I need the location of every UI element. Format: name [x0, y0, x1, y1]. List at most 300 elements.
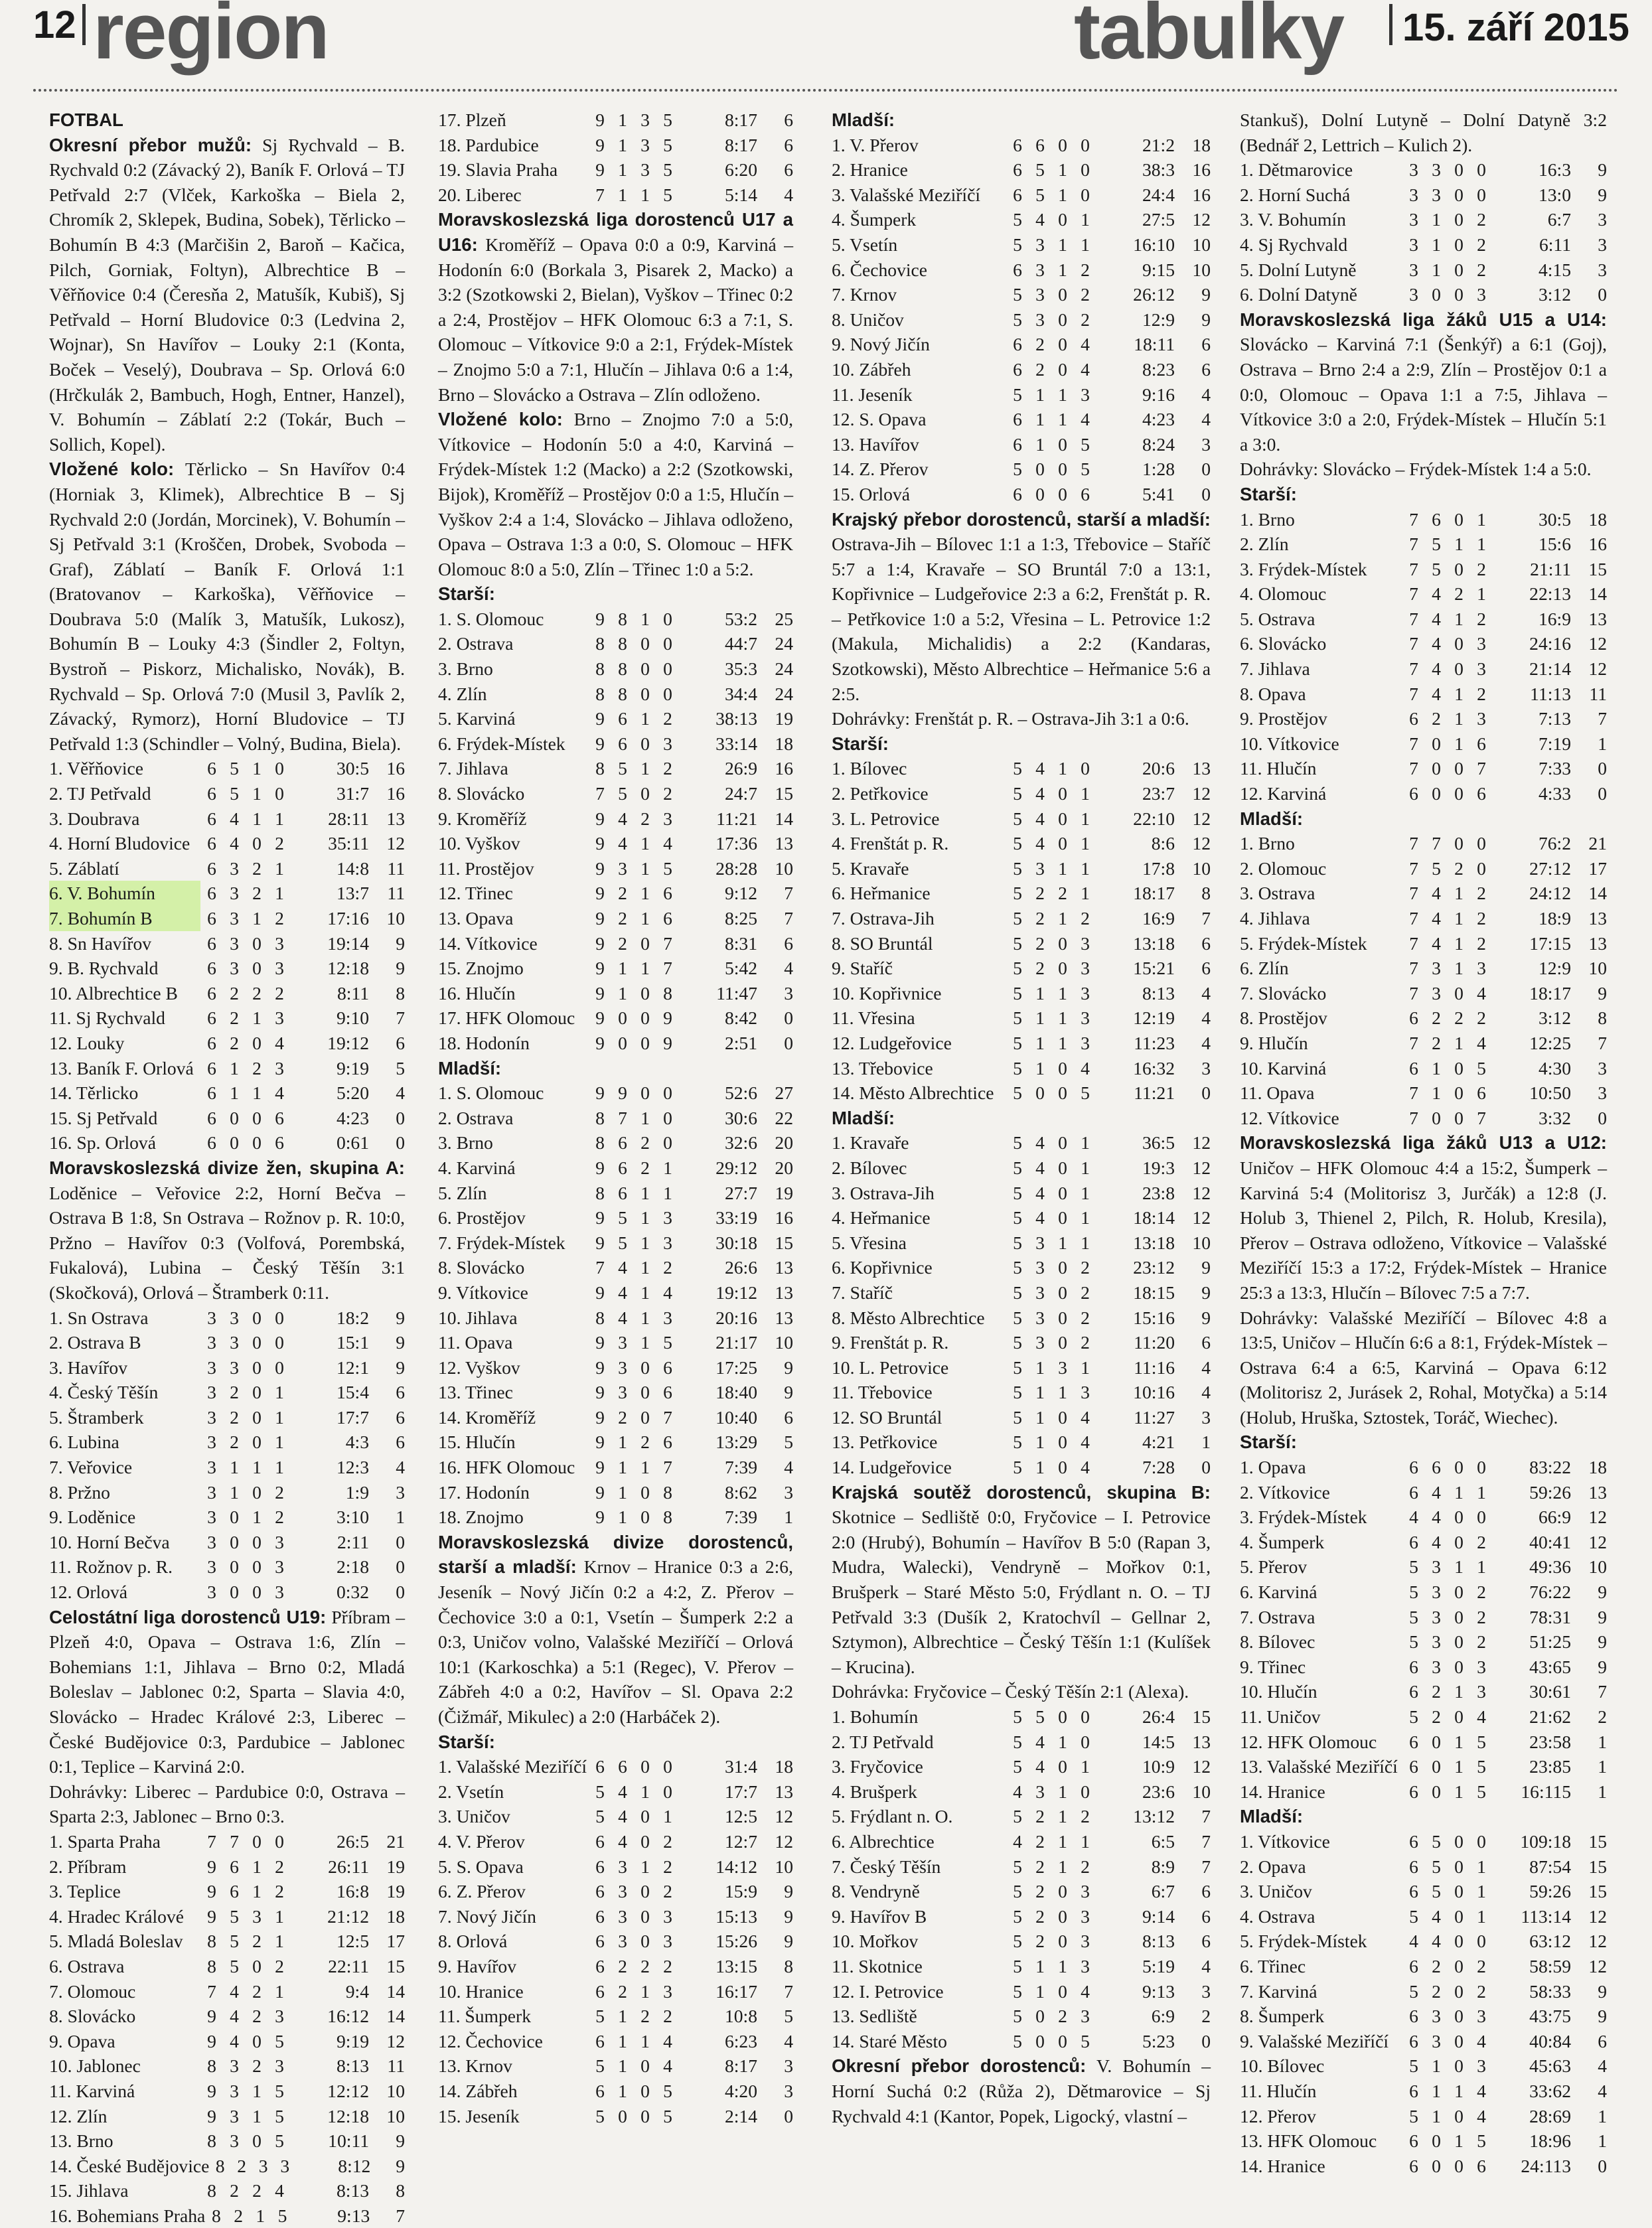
team-name: 1. Valašské Meziříčí: [438, 1756, 587, 1777]
draws: 1: [640, 1232, 650, 1253]
table-row: [1240, 656, 1607, 682]
points: 1: [396, 1507, 405, 1528]
games-played: 5: [1013, 384, 1022, 405]
losses: 0: [1477, 159, 1486, 181]
losses: 0: [663, 1082, 672, 1104]
results-text: Uničov – HFK Olomouc 4:4 a 15:2, Šumperk – Karviná 5:4 (Molitorisz 3, Jurčák) a 12:8 (J. Holub 3, Thienel 2, Pilch, R. Holub, Kresila), Přerov – Ostrava odloženo, Vítkovice – Valašské Meziříčí 15:3 a 17:2, Frýdek-Místek – Hranice 25:3 a 13:3, Hlučín – Bílovec 7:5 a 7:7.: [1240, 1157, 1607, 1303]
score: 10:40: [715, 1406, 757, 1428]
team-name: 2. Opava: [1240, 1856, 1306, 1877]
losses: 3: [275, 2006, 284, 2027]
wins: 1: [1035, 1432, 1045, 1453]
team-name: 12. Přerov: [1240, 2105, 1316, 2126]
wins: 2: [1035, 1905, 1045, 1927]
table-row: [438, 157, 793, 183]
draws: 0: [1058, 209, 1067, 230]
points: 7: [1201, 1806, 1211, 1827]
games-played: 9: [595, 1082, 605, 1104]
points: 15: [1588, 1856, 1607, 1877]
losses: 3: [663, 1232, 672, 1253]
score: 15:21: [1133, 958, 1175, 979]
draws: 0: [252, 1556, 262, 1578]
wins: 4: [1035, 1731, 1045, 1752]
score: 6:20: [724, 159, 757, 181]
draws: 0: [1454, 1905, 1464, 1927]
draws: 1: [1454, 908, 1464, 928]
points: 6: [784, 110, 793, 130]
table-row: [1240, 1629, 1607, 1655]
table-row: [832, 157, 1211, 183]
points: 16: [386, 758, 405, 779]
wins: 7: [230, 1830, 239, 1852]
points: 13: [775, 1282, 793, 1303]
wins: 4: [230, 2030, 239, 2051]
team-name: 6. Z. Přerov: [438, 1881, 526, 1902]
score: 3:12: [1538, 284, 1571, 305]
score: 40:84: [1529, 2030, 1571, 2051]
games-played: 5: [1013, 234, 1022, 255]
draws: 0: [252, 1432, 262, 1453]
losses: 2: [275, 908, 284, 928]
table-row: [49, 1904, 405, 1929]
wins: 0: [1432, 1107, 1441, 1128]
score: 2:51: [724, 1032, 757, 1053]
team-name: 7. Ostrava-Jih: [832, 908, 935, 928]
wins: 3: [1432, 958, 1441, 979]
table-row: [832, 2029, 1211, 2054]
wins: 1: [1432, 1057, 1441, 1078]
table-row: [1240, 631, 1607, 656]
games-played: 3: [1409, 209, 1418, 230]
points: 3: [1201, 1057, 1211, 1078]
wins: 5: [1035, 184, 1045, 205]
draws: 1: [1454, 708, 1464, 729]
wins: 4: [618, 808, 627, 829]
results-text: Dohrávky: Slovácko – Frýdek-Místek 1:4 a 5:0.: [1240, 459, 1592, 480]
wins: 6: [230, 1856, 239, 1877]
losses: 2: [275, 1481, 284, 1503]
draws: 0: [252, 1406, 262, 1428]
games-played: 9: [595, 1507, 605, 1528]
points: 6: [784, 159, 793, 181]
points: 7: [1598, 708, 1607, 729]
wins: 4: [1432, 633, 1441, 654]
wins: 4: [1432, 1481, 1441, 1503]
wins: 3: [1035, 259, 1045, 280]
draws: 3: [1058, 1357, 1067, 1378]
column-4: [1240, 108, 1607, 2178]
table-row: [1240, 2104, 1607, 2129]
score: 9:13: [1142, 1980, 1175, 2002]
games-played: 6: [1409, 2080, 1418, 2101]
draws: 0: [252, 1955, 262, 1976]
team-name: 6. Prostějov: [438, 1207, 526, 1228]
games-played: 3: [207, 1582, 216, 1603]
table-row: [832, 1405, 1211, 1430]
table-row: [832, 1929, 1211, 1954]
losses: 2: [275, 833, 284, 854]
team-name: 7. Jihlava: [1240, 658, 1310, 680]
wins: 1: [230, 1457, 239, 1478]
points: 12: [1588, 1931, 1607, 1952]
games-played: 9: [595, 808, 605, 829]
losses: 6: [1081, 483, 1090, 504]
games-played: 3: [207, 1531, 216, 1552]
draws: 1: [252, 783, 262, 804]
draws: 1: [1454, 2080, 1464, 2101]
losses: 2: [1081, 1856, 1090, 1877]
draws: 0: [252, 2030, 262, 2051]
games-played: 6: [207, 1032, 216, 1053]
table-row: [1240, 706, 1607, 731]
losses: 1: [1081, 1207, 1090, 1228]
table-row: [832, 258, 1211, 283]
score: 16:32: [1133, 1057, 1175, 1078]
points: 24: [775, 633, 793, 654]
score: 12:18: [327, 958, 369, 979]
losses: 1: [1081, 808, 1090, 829]
score: 11:23: [1134, 1032, 1175, 1053]
score: 6:11: [1539, 234, 1571, 255]
score: 13:7: [336, 883, 369, 904]
games-played: 6: [1013, 409, 1022, 430]
table-row: [1240, 1505, 1607, 1530]
table-row: [438, 183, 793, 208]
team-name: 10. L. Petrovice: [832, 1357, 949, 1378]
page-header: [0, 0, 1652, 100]
points: 0: [1598, 758, 1607, 779]
team-name: 7. Staříč: [832, 1282, 893, 1303]
team-name: 2. Bílovec: [832, 1157, 907, 1178]
draws: 3: [252, 1905, 262, 1927]
games-played: 8: [595, 633, 605, 654]
points: 7: [1201, 1830, 1211, 1852]
table-row: [832, 1904, 1211, 1929]
table-row: [1240, 906, 1607, 931]
table-row: [49, 1130, 405, 1155]
score: 12:9: [1142, 309, 1175, 330]
wins: 0: [1035, 2006, 1045, 2027]
draws: 0: [252, 1382, 262, 1403]
games-played: 7: [1409, 633, 1418, 654]
wins: 0: [230, 1556, 239, 1578]
losses: 3: [663, 1931, 672, 1952]
score: 21:62: [1529, 1706, 1571, 1727]
draws: 1: [1058, 758, 1067, 779]
team-name: 14. Z. Přerov: [832, 459, 929, 480]
results-text: Kroměříž – Opava 0:0 a 0:9, Karviná – Hodonín 6:0 (Borkala 3, Pisarek 2, Macko) a 3:2 (Szotkowski 2, Bielan), Vyškov – Třinec 0:2 a 2:4, Prostějov – HFK Olomouc 6:3 a 7:1, S. Olomouc – Vítkovice 9:0 a 2:1, Frýdek-Místek – Znojmo 5:0 a 7:1, Hlučín – Jihlava 0:6 a 1:4, Brno – Slovácko a Ostrava – Zlín odloženo.: [438, 234, 793, 405]
team-name: 10. Zábřeh: [832, 358, 911, 380]
score: 18:2: [336, 1307, 369, 1328]
losses: 3: [1477, 958, 1486, 979]
draws: 0: [1454, 1830, 1464, 1852]
team-name: 3. Doubrava: [49, 808, 140, 829]
team-name: 12. I. Petrovice: [832, 1980, 944, 2002]
wins: 6: [618, 1756, 627, 1777]
losses: 9: [663, 1032, 672, 1053]
table-row: [49, 1405, 405, 1430]
competition-heading: Okresní přebor dorostenců:: [832, 2055, 1087, 2077]
score: 5:41: [1142, 483, 1175, 504]
losses: 3: [275, 1556, 284, 1578]
column-1: [49, 108, 405, 2228]
games-played: 8: [595, 1132, 605, 1153]
games-played: 6: [1409, 2030, 1418, 2051]
column-2: [438, 108, 793, 2128]
team-name: 8. Vendryně: [832, 1881, 920, 1902]
table-row: [49, 1929, 405, 1954]
losses: 3: [1081, 1007, 1090, 1029]
league-table: [49, 1829, 405, 2228]
draws: 1: [1058, 184, 1067, 205]
points: 3: [784, 2055, 793, 2077]
draws: 1: [1058, 1032, 1067, 1053]
table-row: [1240, 1954, 1607, 1979]
score: 18:11: [1134, 334, 1175, 355]
score: 36:5: [1142, 1132, 1175, 1153]
games-played: 6: [1409, 1681, 1418, 1702]
score: 2:11: [337, 1531, 369, 1552]
score: 10:16: [1133, 1382, 1175, 1403]
score: 24:16: [1529, 633, 1571, 654]
draws: 0: [1058, 1905, 1067, 1927]
score: 13:12: [1133, 1806, 1175, 1827]
score: 11:21: [716, 808, 757, 829]
draws: 1: [1454, 608, 1464, 629]
page-number: 12: [33, 3, 76, 46]
draws: 1: [1058, 1806, 1067, 1827]
score: 59:26: [1529, 1881, 1571, 1902]
wins: 5: [618, 783, 627, 804]
games-played: 5: [1013, 1282, 1022, 1303]
games-played: 6: [207, 958, 216, 979]
team-name: 14. České Budějovice: [49, 2155, 210, 2176]
score: 19:14: [327, 932, 369, 954]
table-row: [832, 1031, 1211, 1056]
team-name: 14. Staré Město: [832, 2030, 947, 2051]
wins: 3: [618, 1357, 627, 1378]
team-name: 14. Město Albrechtice: [832, 1082, 994, 1104]
league-table: [438, 1754, 793, 2128]
score: 76:2: [1538, 833, 1571, 854]
wins: 6: [618, 1132, 627, 1153]
wins: 3: [618, 1931, 627, 1952]
results-text: Skotnice – Sedliště 0:0, Fryčovice – I. Petrovice 2:0 (Hrubý), Bohumín – Havířov B 5:0 (Rapan 3, Mudra, Walecki), Vendryně – Mořkov 0:1, Brušperk – Staré Město 5:0, Frýdlant n. O. – TJ Petřvald 3:3 (Dušík 2, Kratochvíl – Gellnar 2, Sztymon), Albrechtice – Český Těšín 1:1 (Kulíšek – Krucina).: [832, 1507, 1211, 1677]
table-row: [1240, 856, 1607, 881]
games-played: 7: [1409, 982, 1418, 1003]
table-row: [1240, 1554, 1607, 1580]
wins: 4: [1035, 833, 1045, 854]
wins: 3: [1035, 1232, 1045, 1253]
team-name: 5. Záblatí: [49, 857, 119, 879]
wins: 4: [1432, 583, 1441, 605]
games-played: 7: [1409, 857, 1418, 879]
wins: 4: [230, 2006, 239, 2027]
games-played: 7: [1409, 883, 1418, 904]
wins: 2: [1432, 1706, 1441, 1727]
losses: 3: [1477, 708, 1486, 729]
points: 15: [1588, 1830, 1607, 1852]
table-row: [49, 2029, 405, 2054]
team-name: 4. Brušperk: [832, 1781, 917, 1802]
table-row: [438, 1430, 793, 1455]
games-played: 9: [595, 733, 605, 754]
score: 51:25: [1529, 1631, 1571, 1653]
team-name: 6. Zlín: [1240, 958, 1289, 979]
points: 19: [775, 1182, 793, 1203]
losses: 8: [663, 1507, 672, 1528]
points: 9: [784, 1905, 793, 1927]
draws: 2: [640, 808, 650, 829]
league-table: [1240, 1829, 1607, 2178]
draws: 1: [1454, 1032, 1464, 1053]
losses: 2: [1477, 1582, 1486, 1603]
draws: 0: [1058, 1257, 1067, 1278]
draws: 0: [640, 2055, 650, 2077]
score: 17:7: [724, 1781, 757, 1802]
losses: 1: [663, 1182, 672, 1203]
draws: 0: [252, 1357, 262, 1378]
games-played: 6: [207, 1082, 216, 1104]
losses: 5: [663, 857, 672, 879]
games-played: 5: [1013, 833, 1022, 854]
team-name: 12. S. Opava: [832, 409, 927, 430]
draws: 0: [640, 2080, 650, 2101]
result-paragraph: [1240, 457, 1607, 482]
score: 43:65: [1529, 1656, 1571, 1677]
table-row: [438, 1754, 793, 1779]
points: 20: [775, 1132, 793, 1153]
team-name: 9. Loděnice: [49, 1507, 136, 1528]
team-name: 12. Vyškov: [438, 1357, 520, 1378]
table-row: [832, 956, 1211, 981]
draws: 0: [1454, 1507, 1464, 1528]
points: 12: [1588, 1955, 1607, 1976]
points: 15: [1588, 1881, 1607, 1902]
table-row: [49, 1879, 405, 1904]
table-row: [832, 457, 1211, 482]
points: 8: [784, 1955, 793, 1976]
score: 11:47: [716, 982, 757, 1003]
team-name: 16. Hlučín: [438, 982, 516, 1003]
games-played: 6: [595, 1905, 605, 1927]
draws: 1: [252, 1507, 262, 1528]
draws: 1: [1058, 908, 1067, 928]
score: 13:18: [1133, 932, 1175, 954]
losses: 2: [1477, 1980, 1486, 2002]
points: 0: [396, 1582, 405, 1603]
games-played: 6: [1013, 334, 1022, 355]
team-name: 5. Štramberk: [49, 1406, 144, 1428]
games-played: 6: [1409, 2155, 1418, 2176]
team-name: 8. Prostějov: [1240, 1007, 1327, 1029]
team-name: 18. Znojmo: [438, 1507, 524, 1528]
score: 18:15: [1133, 1282, 1175, 1303]
wins: 4: [1432, 683, 1441, 704]
draws: 0: [1058, 1980, 1067, 2002]
team-name: 13. Petřkovice: [832, 1432, 938, 1453]
draws: 0: [1058, 483, 1067, 504]
draws: 2: [640, 1955, 650, 1976]
draws: 1: [1058, 234, 1067, 255]
losses: 5: [663, 1332, 672, 1353]
table-row: [438, 133, 793, 158]
score: 26:9: [724, 758, 757, 779]
wins: 1: [1035, 1357, 1045, 1378]
points: 0: [1598, 284, 1607, 305]
games-played: 6: [1013, 159, 1022, 181]
points: 1: [1598, 733, 1607, 754]
wins: 2: [618, 908, 627, 928]
score: 30:5: [336, 758, 369, 779]
wins: 0: [1035, 1082, 1045, 1104]
table-row: [1240, 532, 1607, 557]
table-row: [438, 956, 793, 981]
table-row: [438, 1480, 793, 1505]
losses: 5: [1081, 433, 1090, 455]
points: 0: [1201, 459, 1211, 480]
points: 6: [1201, 958, 1211, 979]
wins: 0: [1432, 2130, 1441, 2152]
draws: 0: [640, 1931, 650, 1952]
team-name: 11. Skotnice: [832, 1955, 923, 1976]
games-played: 6: [1013, 184, 1022, 205]
draws: 0: [640, 1830, 650, 1852]
losses: 4: [663, 833, 672, 854]
draws: 0: [1454, 833, 1464, 854]
table-row: [438, 607, 793, 632]
team-name: 12. Ludgeřovice: [832, 1032, 952, 1053]
losses: 3: [1081, 2006, 1090, 2027]
losses: 0: [663, 1756, 672, 1777]
points: 12: [1192, 833, 1211, 854]
points: 12: [775, 1830, 793, 1852]
score: 15:13: [715, 1905, 757, 1927]
table-row: [49, 1954, 405, 1979]
wins: 1: [1035, 1032, 1045, 1053]
wins: 3: [1035, 1332, 1045, 1353]
table-row: [1240, 1879, 1607, 1904]
score: 2:18: [336, 1556, 369, 1578]
score: 27:7: [724, 1182, 757, 1203]
wins: 1: [1035, 1057, 1045, 1078]
table-row: [832, 382, 1211, 408]
draws: 1: [252, 1457, 262, 1478]
points: 6: [784, 1406, 793, 1428]
team-name: 11. Třebovice: [832, 1382, 933, 1403]
table-row: [438, 2053, 793, 2079]
losses: 4: [1081, 1980, 1090, 2002]
team-name: 9. Kroměříž: [438, 808, 527, 829]
points: 6: [1201, 932, 1211, 954]
games-played: 5: [1013, 1257, 1022, 1278]
wins: 4: [1035, 209, 1045, 230]
draws: 0: [252, 1307, 262, 1328]
result-paragraph: [438, 1530, 793, 1730]
wins: 3: [230, 2080, 239, 2101]
competition-heading: Krajská soutěž dorostenců, skupina B:: [832, 1481, 1211, 1503]
games-played: 9: [595, 1432, 605, 1453]
score: 12:25: [1529, 1032, 1571, 1053]
draws: 1: [1058, 1830, 1067, 1852]
score: 66:9: [1538, 1507, 1571, 1528]
draws: 1: [1454, 932, 1464, 954]
points: 12: [1192, 1207, 1211, 1228]
score: 4:23: [336, 1107, 369, 1128]
team-name: 12. Karviná: [1240, 783, 1327, 804]
games-played: 5: [1013, 1132, 1022, 1153]
losses: 5: [663, 134, 672, 155]
losses: 3: [275, 1057, 284, 1078]
